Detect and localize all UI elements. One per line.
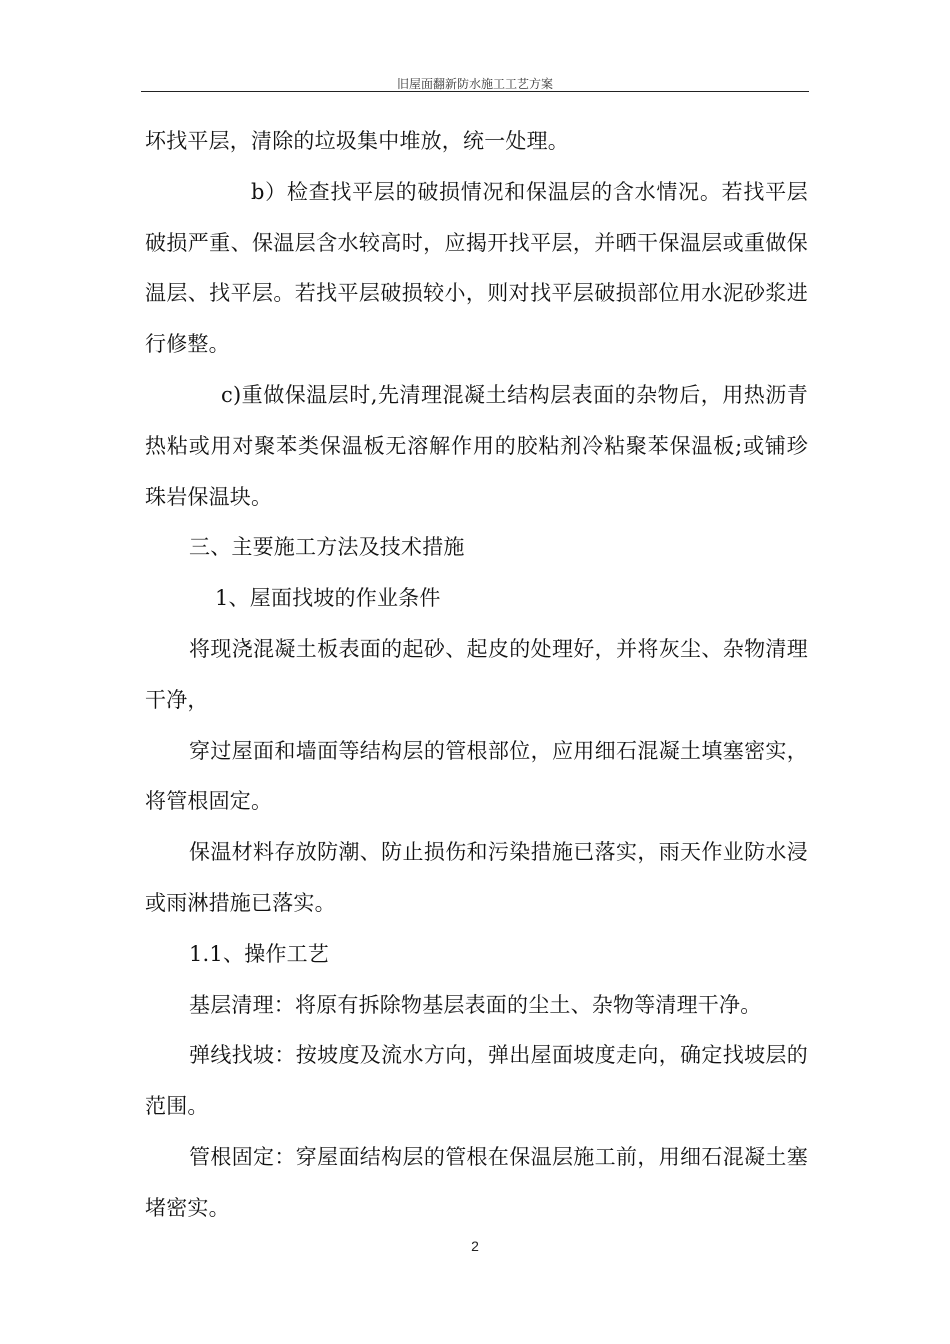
section-heading-3: 三、主要施工方法及技术措施 (189, 535, 465, 560)
page-number: 2 (471, 1238, 479, 1254)
paragraph-pipe-fixing: 管根固定：穿屋面结构层的管根在保温层施工前，用细石混凝土塞堵密实。 (145, 1144, 808, 1220)
paragraph-continuation: 坏找平层，清除的垃圾集中堆放，统一处理。 (145, 129, 569, 153)
paragraph-material-storage: 保温材料存放防潮、防止损伤和污染措施已落实，雨天作业防水浸或雨淋措施已落实。 (145, 840, 808, 915)
paragraph-pipe-root: 穿过屋面和墙面等结构层的管根部位，应用细石混凝土填塞密实，将管根固定。 (145, 738, 808, 814)
paragraph-item-b: b）检查找平层的破损情况和保温层的含水情况。若找平层破损严重、保温层含水较高时，应揭开找平层，并晒干保温层或重做保温层、找平层。若找平层破损较小，则对找平层破损部位用水泥砂浆进行修整。 (145, 179, 808, 357)
paragraph-surface-prep: 将现浇混凝土板表面的起砂、起皮的处理好，并将灰尘、杂物清理干净， (145, 636, 808, 712)
subsection-heading-1: 1、屋面找坡的作业条件 (215, 586, 441, 611)
paragraph-base-cleaning: 基层清理：将原有拆除物基层表面的尘土、杂物等清理干净。 (189, 992, 762, 1017)
running-header-title: 旧屋面翻新防水施工工艺方案 (396, 77, 553, 91)
subsection-heading-1-1: 1.1、操作工艺 (189, 941, 329, 966)
document-body (145, 116, 808, 1234)
paragraph-item-c: c)重做保温层时,先清理混凝土结构层表面的杂物后，用热沥青热粘或用对聚苯类保温板无溶解作用的胶粘剂冷粘聚苯保温板;或铺珍珠岩保温块。 (145, 382, 808, 509)
header-divider (141, 91, 809, 92)
paragraph-slope-marking: 弹线找坡：按坡度及流水方向，弹出屋面坡度走向，确定找坡层的范围。 (145, 1043, 808, 1119)
